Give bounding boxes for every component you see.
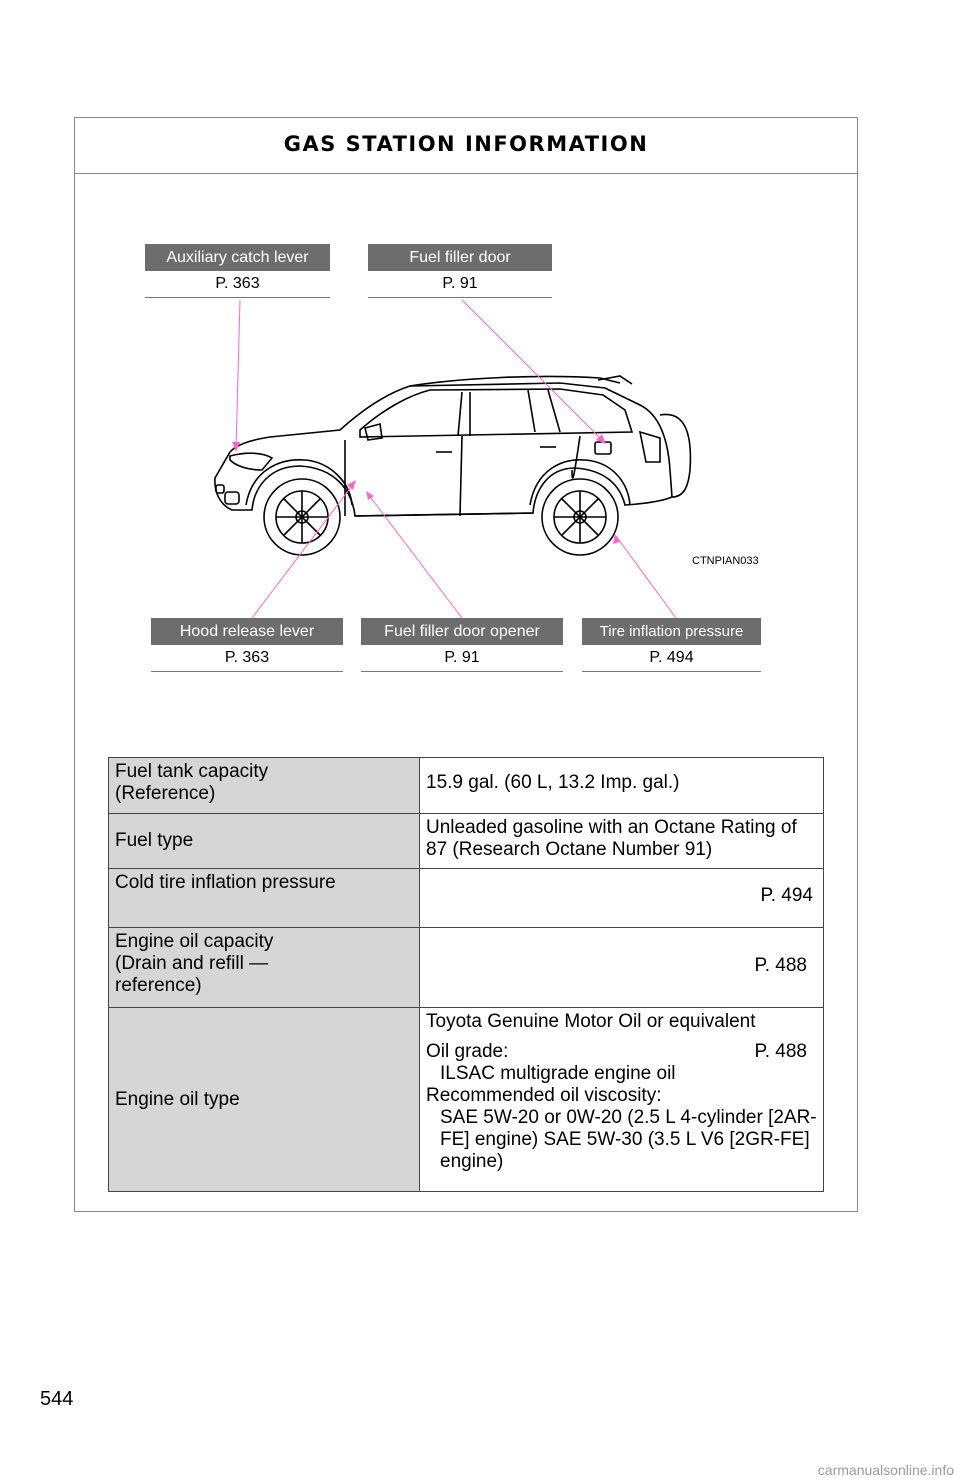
callout-fuel-filler-door bbox=[368, 244, 552, 298]
callout-page-ref: P. 363 bbox=[145, 271, 330, 298]
callout-page-ref: P. 494 bbox=[582, 645, 761, 672]
page-title: GAS STATION INFORMATION bbox=[283, 132, 649, 156]
leader-arrowheads bbox=[232, 434, 620, 544]
spec-value: Unleaded gasoline with an Octane Rating of 87 (Research Octane Number 91) bbox=[420, 814, 824, 869]
spec-key: Engine oil type bbox=[109, 1008, 420, 1192]
callout-label: Fuel filler door bbox=[368, 244, 552, 271]
table-row bbox=[109, 814, 824, 869]
oil-grade-value: ILSAC multigrade engine oil bbox=[440, 1063, 676, 1084]
viscosity-label: Recommended oil viscosity: bbox=[426, 1085, 662, 1106]
oil-brand: Toyota Genuine Motor Oil or equivalent bbox=[426, 1011, 756, 1032]
callout-page-ref: P. 363 bbox=[151, 645, 343, 672]
callout-label: Fuel filler door opener bbox=[361, 618, 563, 645]
spec-key: Fuel type bbox=[109, 814, 420, 869]
viscosity-value: SAE 5W-20 or 0W-20 (2.5 L 4-cylinder [2AR-FE] engine) SAE 5W-30 (3.5 L V6 [2GR-FE] engine) bbox=[440, 1107, 817, 1172]
table-row bbox=[109, 928, 824, 1008]
callout-page-ref: P. 91 bbox=[361, 645, 563, 672]
car-side-view bbox=[215, 376, 691, 555]
callout-page-ref: P. 91 bbox=[368, 271, 552, 298]
table-row bbox=[109, 869, 824, 928]
illustration-code: CTNPIAN033 bbox=[692, 555, 759, 567]
callout-hood-release-lever bbox=[151, 618, 343, 672]
spec-value: P. 494 bbox=[420, 869, 824, 928]
spec-value: 15.9 gal. (60 L, 13.2 Imp. gal.) bbox=[420, 758, 824, 814]
spec-key: Fuel tank capacity (Reference) bbox=[109, 758, 420, 814]
oil-grade-page-ref: P. 488 bbox=[754, 1041, 807, 1062]
callout-label: Tire inflation pressure bbox=[582, 618, 761, 645]
callout-fuel-filler-door-opener bbox=[361, 618, 563, 672]
oil-grade-label: Oil grade: bbox=[426, 1041, 509, 1062]
spec-key: Engine oil capacity (Drain and refill — reference) bbox=[109, 928, 420, 1008]
spec-value: P. 488 bbox=[420, 928, 824, 1008]
table-row bbox=[109, 1008, 824, 1192]
spec-table bbox=[108, 757, 824, 1192]
callout-auxiliary-catch-lever bbox=[145, 244, 330, 298]
leader-lines bbox=[236, 300, 676, 618]
engine-oil-type-value bbox=[420, 1008, 824, 1192]
table-row bbox=[109, 758, 824, 814]
page-number: 544 bbox=[40, 1388, 74, 1410]
callout-tire-inflation-pressure bbox=[582, 618, 761, 672]
callout-label: Hood release lever bbox=[151, 618, 343, 645]
watermark: carmanualsonline.info bbox=[817, 1462, 954, 1478]
oil-grade-row bbox=[426, 1041, 817, 1063]
callout-label: Auxiliary catch lever bbox=[145, 244, 330, 271]
spec-key: Cold tire inflation pressure bbox=[109, 869, 420, 928]
